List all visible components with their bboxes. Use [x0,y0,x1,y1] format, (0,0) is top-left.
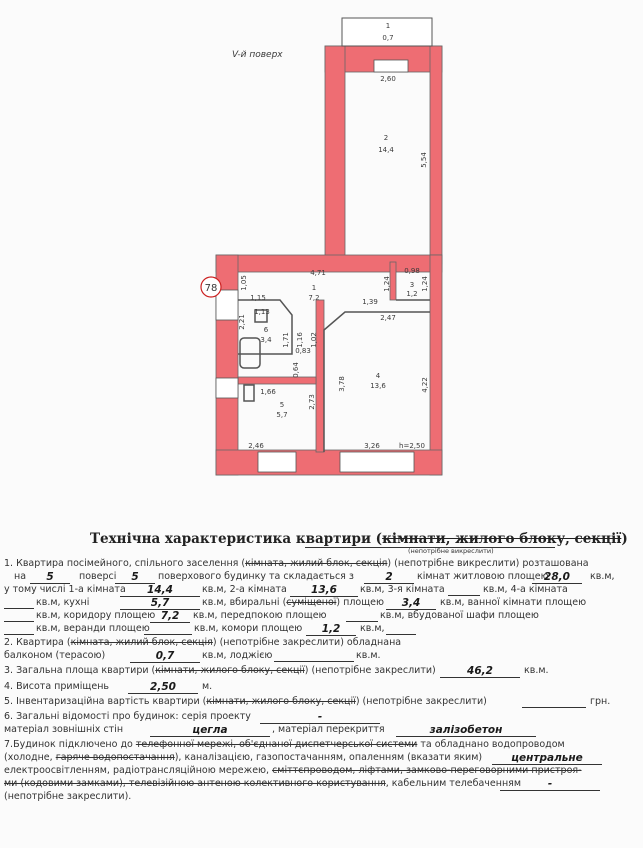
label-living-area: кімнат житловою площею [417,571,549,582]
dim-label: 1,13 [254,308,270,316]
dim-label: 0,98 [404,267,420,275]
total-area-value: 46,2 [440,665,520,678]
room4-blank [4,597,34,609]
value-blank [522,696,586,708]
room-num: 2 [383,134,389,142]
dim-label: 1,66 [260,388,276,396]
height-note: h=2,50 [399,442,425,450]
room2-value: 13,6 [290,584,358,597]
dim-label: 2,47 [380,314,396,322]
label-loggia: кв.м, лоджією [202,650,273,661]
unit-label: кв.м. [524,665,549,676]
item-3-line: 3. Загальна площа квартири (кімнати, жилого блоку, секції) (непотрібне закреслити) [4,665,436,676]
item-2-line-a: 2. Квартира (кімната, жилий блок, секція) (непотрібне закреслити) обладнана [4,637,402,648]
dim-label: 1,02 [310,332,318,348]
unit-label: кв.м, [360,623,385,634]
room-num: 4 [375,372,381,380]
loggia-blank [274,650,354,662]
unit-label: кв.м. [356,650,381,661]
room-num: 5 [279,401,285,409]
room3-blank [448,584,480,596]
floors-total-value: 5 [115,571,155,584]
dim-label: 3,26 [364,442,380,450]
dim-label: 1,39 [362,298,378,306]
room-num: 1 [311,284,317,292]
room-num: 3 [409,281,415,289]
dim-label: 0,64 [292,362,300,378]
heating-value: центральне [492,752,602,765]
floor-value: 5 [30,571,70,584]
dim-label: 2,21 [238,314,246,330]
item-6-line-a: 6. Загальні відомості про будинок: серія проекту [4,711,251,722]
item-7-line-b: (холодне, гаряче водопостачання), каналізацією, газопостачанням, опаленням (вказати яким) [4,752,483,763]
veranda-blank [144,623,192,635]
storage-value: 1,2 [306,623,356,636]
closet-blank [4,623,34,635]
height-value: 2,50 [128,681,198,694]
label-room2: кв.м, 2-а кімната [202,584,287,595]
label-balcony: балконом (терасою) [4,650,106,661]
dim-label: 1,24 [421,276,429,292]
hallway-blank [346,610,378,622]
room-area: 14,4 [378,146,394,154]
dim-label: 2,73 [308,394,316,410]
dim-label: 1,71 [282,332,290,348]
item-5-line: 5. Інвентаризаційна вартість квартири (кімнати, жилого блоку, секції) (непотрібне закреслити) [4,696,487,707]
dim-label: 1,15 [250,294,266,302]
label-wc: кв.м, вбиральні (суміщеної) площею [202,597,385,608]
tech-spec-section [0,528,643,848]
room-area: 13,6 [370,382,386,390]
walls-value: цегла [150,724,270,737]
kitchen-value: 5,7 [120,597,200,610]
label-mid: поверхового будинку та складається з [158,571,354,582]
partitions [238,300,430,452]
room1-value: 14,4 [120,584,200,597]
title-note: (непотрібне викреслити) [408,547,494,555]
dim-label: 3,78 [338,376,346,392]
item-7-note: (непотрібне закреслити). [4,791,132,802]
item-7-line-d: ми (кодовими замками), телевізійною антеною колективного користування, кабельним телебаченням [4,778,522,789]
item-7-line-a: 7.Будинок підключено до телефонної мережі, об'єднаної диспетчерської системи та обладнано водопроводом [4,739,565,750]
dim-label: 1,16 [296,332,304,348]
apartment-number: 78 [204,283,218,294]
label-hallway: кв.м, передпокою площею [193,610,327,621]
unit-label: м. [202,681,213,692]
dim-label: 0,83 [295,347,311,355]
label-bathroom: кв.м, ванної кімнати площею [440,597,587,608]
room-area: 1,2 [406,290,418,298]
section-title: Технічна характеристика квартири (кімнати, жилого блоку, секції) [90,531,628,547]
dim-label: 4,71 [310,269,326,277]
label-corridor: кв.м, коридору площею [36,610,156,621]
living-area-value: 28,0 [532,571,582,584]
series-value: - [260,711,380,724]
label-room4: кв.м, 4-а кімната [483,584,568,595]
unit-label: кв.м, [590,571,615,582]
floor-label: V-й поверх [232,50,283,60]
extra-blank [386,623,416,635]
label-na: на [14,571,27,582]
label-floors-material: , матеріал перекриття [272,724,385,735]
dim-label: 4,22 [421,377,429,393]
room-num: 6 [263,326,269,334]
label-room3: кв.м, 3-я кімната [360,584,445,595]
cable-tv-value: - [500,778,600,791]
walls [216,46,442,475]
wc-value: 3,4 [386,597,436,610]
dim-label: 2,46 [248,442,264,450]
label-kitchen: кв.м, кухні [36,597,90,608]
label-veranda: кв.м, веранди площею [36,623,150,634]
dim-label: 1,05 [240,275,248,291]
item-1-line-a: 1. Квартира посімейного, спільного заселення (кімната, жилий блок, секція) (непотрібне викреслити) розташована [4,558,589,569]
dim-label: 1,24 [383,276,391,292]
label-poversi: поверсі [79,571,117,582]
rooms-count-value: 2 [364,571,414,584]
room-area: 3,4 [260,336,272,344]
dim-label: 5,54 [420,152,428,168]
bathroom-blank [4,610,34,622]
label-room1: у тому числі 1-а кімната [4,584,126,595]
corridor-value: 7,2 [150,610,190,623]
item-4-line: 4. Висота приміщень [4,681,110,692]
label-closet: кв.м, вбудованої шафи площею [380,610,539,621]
item-7-line-c: електроосвітленням, радіотрансляційною мережею, сміттєпроводом, ліфтами, замково-переговорними пристроя- [4,765,582,776]
room-area: 7,2 [308,294,320,302]
room-area: 5,7 [276,411,288,419]
dim-label: 2,60 [380,75,396,83]
label-storage: кв.м, комори площею [194,623,303,634]
balcony-value: 0,7 [130,650,200,663]
floors-material-value: залізобетон [396,724,536,737]
label-walls: матеріал зовнішніх стін [4,724,124,735]
unit-label: грн. [590,696,611,707]
room-num: 1 [385,22,391,30]
room-area: 0,7 [382,34,394,42]
